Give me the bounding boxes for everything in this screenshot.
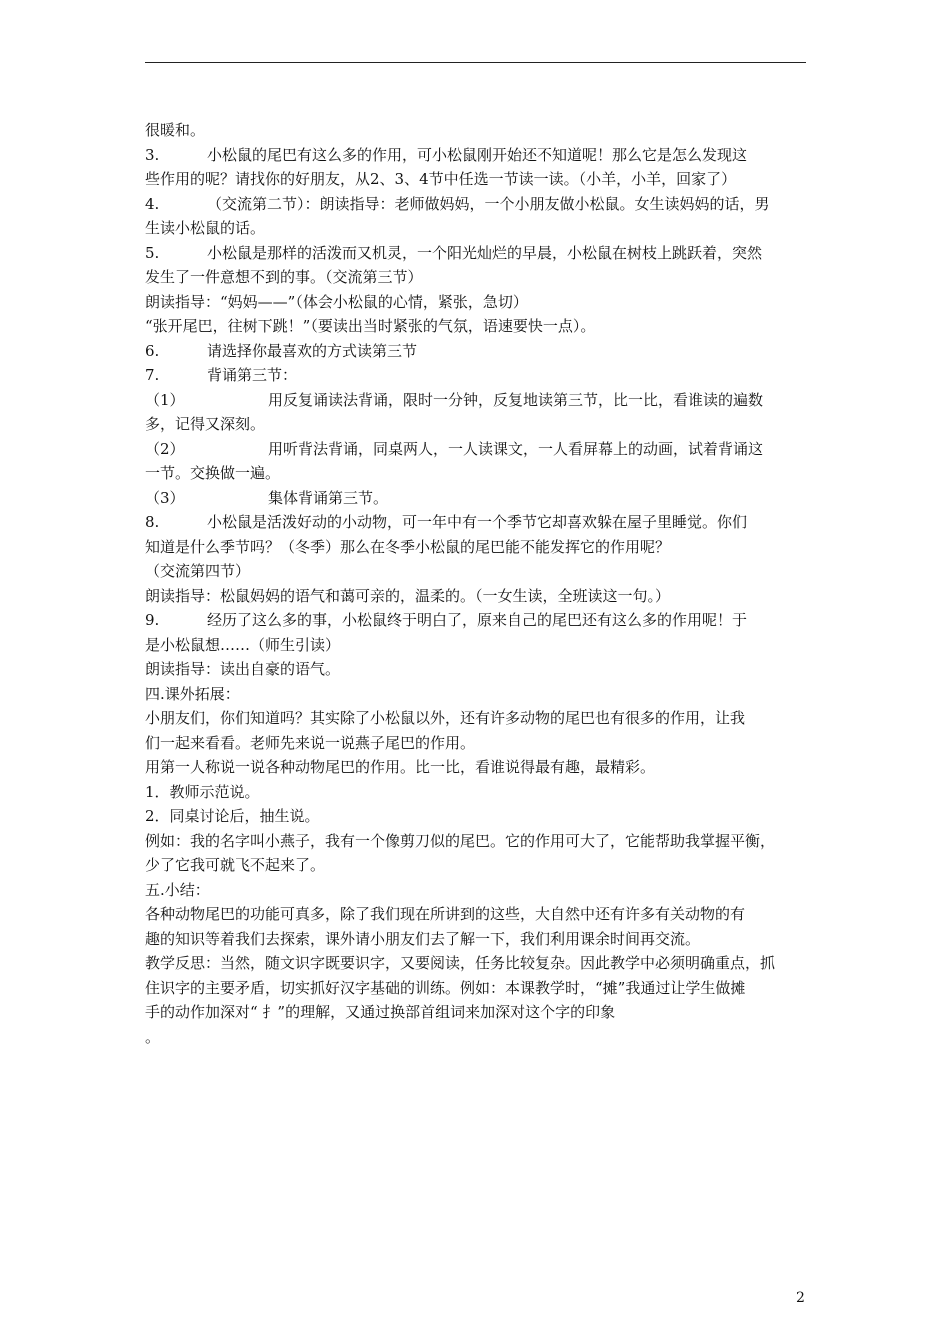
list-number: 4.: [145, 194, 160, 213]
text-line: [145, 167, 809, 192]
line-text: 朗读指导：读出自豪的语气。: [145, 660, 341, 678]
line-text: 们一起来看看。老师先来说一说燕子尾巴的作用。: [145, 733, 476, 752]
text-line: [145, 1000, 809, 1025]
line-text: 发生了一件意想不到的事。（交流第三节）: [145, 268, 423, 286]
sub-list-number: （3）: [145, 488, 185, 507]
line-text: 请选择你最喜欢的方式读第三节: [207, 341, 418, 360]
line-text: 小松鼠是那样的活泼而又机灵，一个阳光灿烂的早晨，小松鼠在树枝上跳跃着，突然: [207, 243, 763, 262]
line-text: （交流第二节）：朗读指导：老师做妈妈，一个小朋友做小松鼠。女生读妈妈的话，男: [207, 194, 770, 213]
line-text: 2．同桌讨论后，抽生说。: [145, 807, 320, 825]
sub-list-number: （2）: [145, 439, 185, 458]
text-line: [145, 682, 809, 707]
text-line: [145, 608, 809, 633]
text-line: [145, 265, 809, 290]
line-text: “张开尾巴，往树下跳！”（要读出当时紧张的气氛，语速要快一点）。: [145, 317, 596, 335]
line-text: 教学反思：当然，随文识字既要识字，又要阅读，任务比较复杂。因此教学中必须明确重点，抓: [145, 954, 776, 972]
list-number: 7.: [145, 366, 160, 384]
line-text: 五.小结：: [145, 880, 210, 899]
line-text: 用反复诵读法背诵，限时一分钟，反复地读第三节，比一比，看谁读的遍数: [268, 390, 764, 409]
text-line: [145, 314, 809, 339]
text-line: [145, 216, 809, 241]
sub-list-number: （1）: [145, 390, 185, 409]
text-line: [145, 584, 809, 609]
text-line: [145, 412, 809, 437]
line-text: 经历了这么多的事，小松鼠终于明白了，原来自己的尾巴还有这么多的作用呢！于: [207, 611, 748, 629]
line-text: 手的动作加深对“ 扌”的理解，又通过换部首组词来加深对这个字的印象: [145, 1003, 616, 1021]
line-text: （交流第四节）: [145, 562, 251, 580]
line-text: 知道是什么季节吗？（冬季）那么在冬季小松鼠的尾巴能不能发挥它的作用呢？: [145, 537, 671, 556]
text-line: [145, 118, 809, 143]
text-line: [145, 731, 809, 756]
text-line: [145, 951, 809, 976]
header-rule: [145, 62, 806, 63]
list-number: 3.: [145, 145, 160, 164]
text-line: [145, 143, 809, 168]
text-line: [145, 241, 809, 266]
text-line: [145, 927, 809, 952]
text-line: [145, 559, 809, 584]
text-line: [145, 633, 809, 658]
text-line: [145, 437, 809, 462]
line-text: 四.课外拓展：: [145, 684, 240, 703]
text-line: [145, 657, 809, 682]
list-number: 6.: [145, 341, 160, 360]
text-line: [145, 976, 809, 1001]
page-number: 2: [796, 1290, 805, 1306]
line-text: 1．教师示范说。: [145, 782, 260, 801]
line-text: 小朋友们，你们知道吗？其实除了小松鼠以外，还有许多动物的尾巴也有很多的作用，让我: [145, 709, 746, 727]
text-line: [145, 902, 809, 927]
text-line: [145, 804, 809, 829]
line-text: 背诵第三节：: [207, 366, 298, 384]
text-line: [145, 706, 809, 731]
text-line: [145, 780, 809, 805]
line-text: 朗读指导：松鼠妈妈的语气和蔼可亲的，温柔的。（一女生读，全班读这一句。）: [145, 586, 671, 605]
text-line: [145, 878, 809, 903]
line-text: 些作用的呢？请找你的好朋友，从2、3、4节中任选一节读一读。（小羊，小羊，回家了）: [145, 170, 737, 188]
line-text: 用听背法背诵，同桌两人，一人读课文，一人看屏幕上的动画，试着背诵这: [268, 439, 764, 458]
line-text: 生读小松鼠的话。: [145, 219, 266, 237]
text-line: [145, 486, 809, 511]
text-line: [145, 339, 809, 364]
text-line: [145, 388, 809, 413]
list-number: 9.: [145, 611, 160, 629]
line-text: 用第一人称说一说各种动物尾巴的作用。比一比，看谁说得最有趣，最精彩。: [145, 758, 656, 776]
text-line: [145, 535, 809, 560]
text-line: [145, 290, 809, 315]
list-number: 8.: [145, 513, 160, 531]
line-text: 朗读指导：“妈妈——”（体会小松鼠的心情，紧张，急切）: [145, 292, 528, 311]
line-text: 很暖和。: [145, 121, 206, 139]
text-line: [145, 755, 809, 780]
line-text: 例如：我的名字叫小燕子，我有一个像剪刀似的尾巴。它的作用可大了，它能帮助我掌握平衡，: [145, 831, 776, 850]
text-line: [145, 510, 809, 535]
text-line: [145, 461, 809, 486]
text-line: [145, 1025, 809, 1050]
line-text: 小松鼠的尾巴有这么多的作用，可小松鼠刚开始还不知道呢！那么它是怎么发现这: [207, 145, 748, 164]
line-text: 集体背诵第三节。: [268, 488, 389, 507]
line-text: 住识字的主要矛盾，切实抓好汉字基础的训练。例如：本课教学时，“摊”我通过让学生做摊: [145, 978, 746, 997]
line-text: 小松鼠是活泼好动的小动物，可一年中有一个季节它却喜欢躲在屋子里睡觉。你们: [207, 513, 748, 531]
document-body: [145, 118, 809, 1049]
list-number: 5.: [145, 243, 160, 262]
line-text: 一节。交换做一遍。: [145, 464, 281, 482]
line-text: 少了它我可就飞不起来了。: [145, 856, 326, 874]
line-text: 。: [145, 1027, 161, 1046]
text-line: [145, 853, 809, 878]
line-text: 是小松鼠想……（师生引读）: [145, 635, 341, 654]
text-line: [145, 829, 809, 854]
text-line: [145, 363, 809, 388]
line-text: 趣的知识等着我们去探索，课外请小朋友们去了解一下，我们利用课余时间再交流。: [145, 929, 701, 948]
text-line: [145, 192, 809, 217]
line-text: 各种动物尾巴的功能可真多，除了我们现在所讲到的这些，大自然中还有许多有关动物的有: [145, 905, 746, 923]
line-text: 多，记得又深刻。: [145, 415, 266, 433]
